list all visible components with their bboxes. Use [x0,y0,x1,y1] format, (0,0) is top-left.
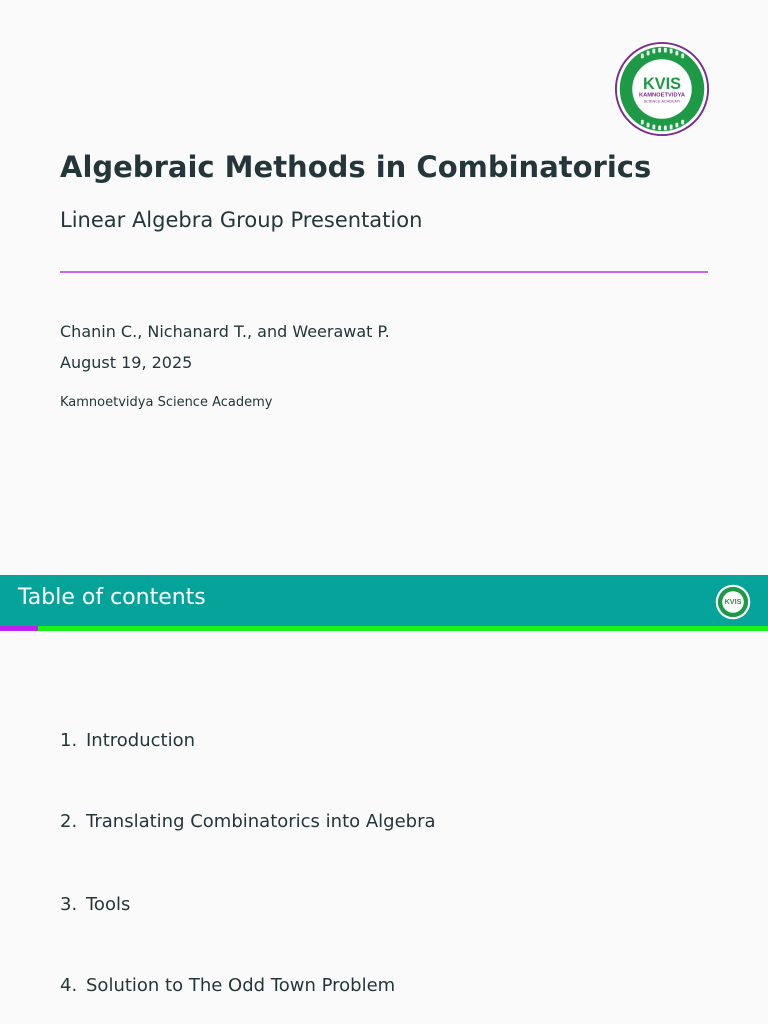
presentation-date: August 19, 2025 [60,353,193,372]
toc-item-number: 2. [60,811,78,832]
progress-bar-fill [0,626,38,631]
toc-item-label: Solution to The Odd Town Problem [86,975,396,996]
institute-line: Kamnoetvidya Science Academy [60,395,273,410]
presentation-subtitle: Linear Algebra Group Presentation [60,208,423,232]
toc-item-odd-town[interactable] [60,975,395,996]
frame-title-bar [0,575,768,626]
logo-small-abbrev: KVIS [724,596,742,606]
toc-item-introduction[interactable] [60,730,195,751]
toc-slide [0,575,768,1024]
author-line: Chanin C., Nichanard T., and Weerawat P. [60,322,390,341]
kvis-logo-small [715,584,751,620]
title-divider [60,271,708,273]
toc-item-tools[interactable] [60,894,130,915]
logo-name-line2: SCIENCE ACADEMY [643,99,681,104]
logo-name-line1: KAMNOETVIDYA [638,92,686,99]
kvis-logo [614,41,710,137]
toc-item-number: 1. [60,730,78,751]
toc-item-label: Tools [86,894,131,915]
frame-title: Table of contents [18,585,206,610]
toc-item-label: Introduction [86,730,196,751]
toc-item-number: 4. [60,975,78,996]
toc-item-label: Translating Combinatorics into Algebra [86,811,436,832]
logo-abbrev: KVIS [642,75,682,93]
progress-bar [0,626,768,631]
toc-item-translating[interactable] [60,811,436,832]
toc-item-number: 3. [60,894,78,915]
presentation-title: Algebraic Methods in Combinatorics [60,150,652,184]
